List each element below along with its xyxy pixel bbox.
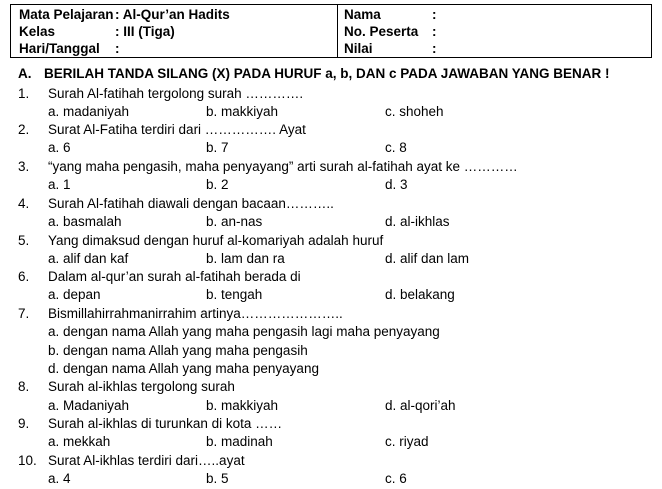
header-left-cell (11, 5, 338, 57)
question-text: Yang dimaksud dengan huruf al-komariyah adalah huruf (48, 233, 384, 248)
option-d[interactable]: d. 3 (385, 177, 408, 192)
question-number: 10. (18, 453, 37, 468)
participant-number-value: : (432, 24, 437, 39)
option-c[interactable]: c. 6 (385, 471, 407, 486)
option-a[interactable]: a. 1 (48, 177, 71, 192)
question-text: Dalam al-qur’an surah al-fatihah berada di (48, 269, 301, 284)
option-b[interactable]: b. lam dan ra (206, 251, 285, 266)
question-text: “yang maha pengasih, maha penyayang” arti surah al-fatihah ayat ke ………… (48, 159, 518, 174)
section-instruction-text: BERILAH TANDA SILANG (X) PADA HURUF a, b, DAN c PADA JAWABAN YANG BENAR ! (44, 66, 610, 81)
option-a[interactable]: a. mekkah (48, 434, 111, 449)
question-5 (18, 232, 383, 250)
section-letter: A. (18, 66, 32, 81)
option-a[interactable]: a. depan (48, 287, 101, 302)
option-a[interactable]: a. 4 (48, 471, 71, 486)
header-right-cell (338, 5, 651, 57)
option-b[interactable]: b. an-nas (206, 214, 263, 229)
date-row (19, 40, 337, 57)
question-number: 4. (18, 196, 30, 211)
option-c[interactable]: c. shoheh (385, 104, 444, 119)
date-label: Hari/Tanggal (19, 41, 100, 56)
question-text: Surah Al-fatihah tergolong surah …………. (48, 86, 304, 101)
exam-header-table (10, 4, 652, 58)
option-a[interactable]: a. alif dan kaf (48, 251, 129, 266)
question-number: 8. (18, 379, 30, 394)
question-number: 5. (18, 233, 30, 248)
option-b[interactable]: b. 5 (206, 471, 229, 486)
option-c[interactable]: c. riyad (385, 434, 429, 449)
question-10 (18, 452, 245, 470)
option-b[interactable]: b. tengah (206, 287, 263, 302)
name-label: Nama (344, 7, 381, 22)
question-1 (18, 85, 303, 103)
score-value: : (432, 41, 437, 56)
name-row (344, 6, 651, 23)
option-b[interactable]: b. makkiyah (206, 398, 279, 413)
option-d[interactable]: d. al-qori’ah (385, 398, 456, 413)
question-2 (18, 121, 306, 139)
question-6 (18, 268, 301, 286)
option-c[interactable]: c. 8 (385, 140, 407, 155)
option-d[interactable]: d. al-ikhlas (385, 214, 450, 229)
option-a[interactable]: a. dengan nama Allah yang maha pengasih lagi maha penyayang (48, 324, 440, 339)
class-row (19, 23, 337, 40)
class-value: : III (Tiga) (115, 24, 175, 39)
option-a[interactable]: a. 6 (48, 140, 71, 155)
question-number: 9. (18, 416, 30, 431)
question-text: Surat Al-ikhlas terdiri dari…..ayat (48, 453, 245, 468)
question-text: Surah Al-fatihah diawali dengan bacaan……….. (48, 196, 334, 211)
question-number: 1. (18, 86, 30, 101)
subject-value: : Al-Qur’an Hadits (115, 7, 230, 22)
question-9 (18, 415, 282, 433)
question-text: Surat Al-Fatiha terdiri dari ……………. Ayat (48, 122, 306, 137)
option-b[interactable]: b. 2 (206, 177, 229, 192)
option-d[interactable]: d. alif dan lam (385, 251, 470, 266)
name-value: : (432, 7, 437, 22)
question-text: Bismillahirrahmanirrahim artinya………………….. (48, 306, 343, 321)
participant-number-row (344, 23, 651, 40)
subject-row (19, 6, 337, 23)
option-d[interactable]: d. belakang (385, 287, 455, 302)
option-b[interactable]: b. 7 (206, 140, 229, 155)
question-text: Surah al-ikhlas tergolong surah (48, 379, 235, 394)
section-instruction (18, 66, 610, 81)
question-number: 6. (18, 269, 30, 284)
subject-label: Mata Pelajaran (19, 7, 114, 22)
option-a[interactable]: a. Madaniyah (48, 398, 130, 413)
question-3 (18, 158, 518, 176)
score-row (344, 40, 651, 57)
question-number: 7. (18, 306, 30, 321)
question-number: 3. (18, 159, 30, 174)
option-b[interactable]: b. madinah (206, 434, 273, 449)
option-b[interactable]: b. dengan nama Allah yang maha pengasih (48, 343, 308, 358)
option-a[interactable]: a. basmalah (48, 214, 122, 229)
question-7 (18, 305, 343, 323)
participant-number-label: No. Peserta (344, 24, 419, 39)
option-d[interactable]: d. dengan nama Allah yang maha penyayang (48, 361, 319, 376)
class-label: Kelas (19, 24, 56, 39)
question-text: Surah al-ikhlas di turunkan di kota …… (48, 416, 283, 431)
option-b[interactable]: b. makkiyah (206, 104, 279, 119)
date-value: : (115, 41, 120, 56)
score-label: Nilai (344, 41, 373, 56)
question-8 (18, 378, 235, 396)
option-a[interactable]: a. madaniyah (48, 104, 130, 119)
question-4 (18, 195, 334, 213)
question-number: 2. (18, 122, 30, 137)
